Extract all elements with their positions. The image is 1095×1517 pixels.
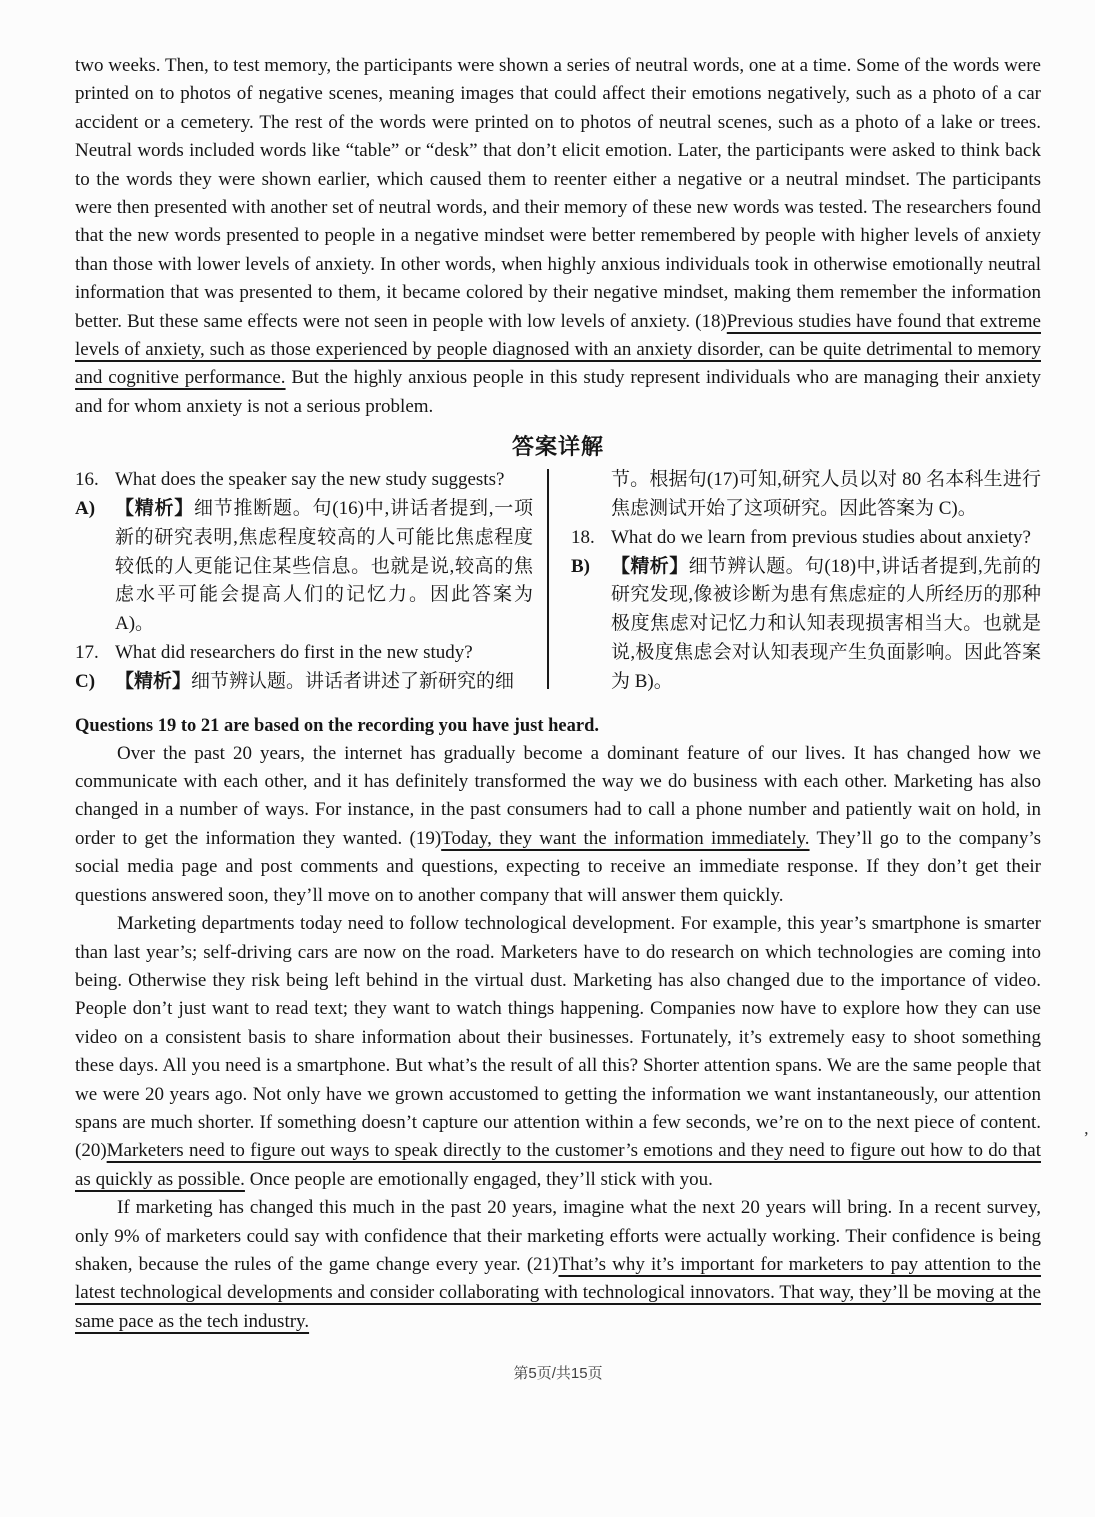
item-body: [611, 469, 1041, 519]
underlined-key-sentence: Previous studies have found that extreme levels of anxiety, such as those experienced by people diagnosed with an anxiety disorder, can be quite detrimental to memory and cognitive performance.: [75, 310, 1041, 389]
marketing-paragraph-2: [75, 910, 1041, 1194]
answer-columns: [75, 466, 1041, 696]
text-segment: What do we learn from previous studies about anxiety?: [611, 526, 1031, 548]
text-segment: But the highly anxious people in this study represent individuals who are managing their anxiety and for whom anxiety is not a serious problem.: [75, 367, 1041, 417]
marketing-paragraph-3: [75, 1194, 1041, 1336]
column-divider-rule: [547, 469, 549, 688]
answer-item-question: [75, 639, 533, 668]
text-segment: Over the past 20 years, the internet has gradually become a dominant feature of our lives. It has changed how we communicate with each other, and it has definitely transformed the way we do business with each other. Marketing has also changed in a number of ways. For instance, in the past consumers had to call a phone number and patiently wait on hold, in order to get the information they wanted. (19): [75, 742, 1041, 849]
item-marker: 17.: [75, 642, 99, 664]
text-segment: Marketing departments today need to follow technological development. For example, this year’s smartphone is smarter than last year’s; self-driving cars are now on the road. Marketers have to do research on which technologies are coming into being. Otherwise they risk being left behind in the virtual dust. Marketing has also changed due to the importance of video. People don’t just want to read text; they want to watch things happening. Companies now have to explore how they can use video on a consistent basis to share information about their businesses. Fortunately, it’s extremely easy to shoot something these days. All you need is a smartphone. But what’s the result of all this? Shorter attention spans. We are the same people that we were 20 years ago. Not only have we grown accustomed to getting the information we want instantaneously, our attention spans are much shorter. If something doesn’t capture our attention within a few seconds, we’re on to the next piece of content. (20): [75, 913, 1041, 1162]
answer-item-continuation: [571, 466, 1041, 524]
text-segment: What does the speaker say the new study suggests?: [115, 469, 505, 491]
item-body: [115, 498, 533, 634]
underlined-key-sentence: Marketers need to figure out ways to speak directly to the customer’s emotions and they need to figure out how to do that as quickly as possible.: [75, 1140, 1041, 1190]
underlined-key-sentence: That’s why it’s important for marketers to pay attention to the latest technological developments and consider collaborating with technological innovators. That way, they’ll be moving at the same pace as the tech industry.: [75, 1253, 1041, 1332]
text-segment: Once people are emotionally engaged, they’ll stick with you.: [244, 1168, 713, 1190]
page-content: [75, 52, 1041, 1383]
answer-item-question: [571, 524, 1041, 553]
answer-column-left: [75, 466, 533, 696]
underlined-key-sentence: Today, they want the information immediately.: [441, 827, 810, 849]
answer-item-question: [75, 466, 533, 495]
item-body: [115, 671, 514, 692]
text-segment: 【精析】: [115, 670, 192, 692]
text-segment: 【精析】: [115, 498, 195, 520]
text-segment: 细节辨认题。句(18)中,讲话者提到,先前的研究发现,像被诊断为患有焦虑症的人所经历的那种极度焦虑对记忆力和认知表现损害相当大。也就是说,极度焦虑会对认知表现产生负面影响。因此答案为 B)。: [611, 555, 1041, 692]
answer-column-right: [571, 466, 1041, 696]
item-body: [611, 556, 1041, 692]
answer-item-analysis: [571, 553, 1041, 697]
text-segment: two weeks. Then, to test memory, the participants were shown a series of neutral words, one at a time. Some of the words were printed on to photos of negative scenes, meaning images that could affect their emotions negatively, such as a photo of a car accident or a cemetery. The rest of the words were printed on to photos of neutral scenes, such as a photo of a lake or trees. Neutral words included words like “table” or “desk” that don’t elicit emotion. Later, the participants were asked to think back to the words they were shown earlier, which caused them to reenter either a negative or a neutral mindset. The participants were then presented with another set of neutral words, and their memory of these new words was tested. The researchers found that the new words presented to people in a negative mindset were better remembered by people with higher levels of anxiety than those with lower levels of anxiety. In other words, when highly anxious individuals took in otherwise emotionally neutral information that was presented to them, it became colored by their negative mindset, making them remember the information better. But these same effects were not seen in people with low levels of anxiety. (18): [75, 55, 1041, 332]
transcript-anxiety-paragraph: [75, 52, 1041, 421]
answer-item-analysis: [75, 668, 533, 697]
item-body: [115, 469, 504, 490]
marketing-paragraph-1: [75, 740, 1041, 910]
scan-artifact-mark: ’: [1083, 1128, 1089, 1147]
transcript-marketing-section: [75, 712, 1041, 1337]
text-segment: If marketing has changed this much in the past 20 years, imagine what the next 20 years will bring. In a recent survey, only 9% of marketers could say with confidence that their marketing efforts were actually working. Their confidence is being shaken, because the rules of the game change every year. (21): [75, 1197, 1041, 1275]
item-marker: A): [75, 498, 96, 520]
answer-section-heading: 答案详解: [511, 434, 604, 460]
questions-19-21-heading: Questions 19 to 21 are based on the recording you have just heard.: [75, 715, 600, 736]
text-segment: They’ll go to the company’s social media page and post comments and questions, expecting to receive an immediate response. If they don’t get their questions answered soon, they’ll move on to another company that will answer them quickly.: [75, 827, 1042, 906]
text-segment: 细节推断题。句(16)中,讲话者提到,一项新的研究表明,焦虑程度较高的人可能比焦虑程度较低的人更能记住某些信息。也就是说,较高的焦虑水平可能会提高人们的记忆力。因此答案为 A)。: [115, 498, 533, 635]
item-marker: B): [571, 555, 590, 577]
text-segment: 细节辨认题。讲话者讲述了新研究的细: [191, 670, 515, 692]
item-marker: 16.: [75, 469, 99, 491]
item-marker: C): [75, 670, 96, 692]
page-number-footer: 第5页/共15页: [513, 1365, 603, 1383]
item-marker: 18.: [571, 526, 595, 548]
text-segment: 节。根据句(17)可知,研究人员以对 80 名本科生进行焦虑测试开始了这项研究。因此答案为 C)。: [611, 469, 1041, 520]
text-segment: 【精析】: [611, 555, 689, 577]
answer-item-analysis: [75, 495, 533, 639]
text-segment: What did researchers do first in the new study?: [115, 642, 473, 664]
item-body: [115, 642, 473, 663]
item-body: [611, 527, 1031, 548]
